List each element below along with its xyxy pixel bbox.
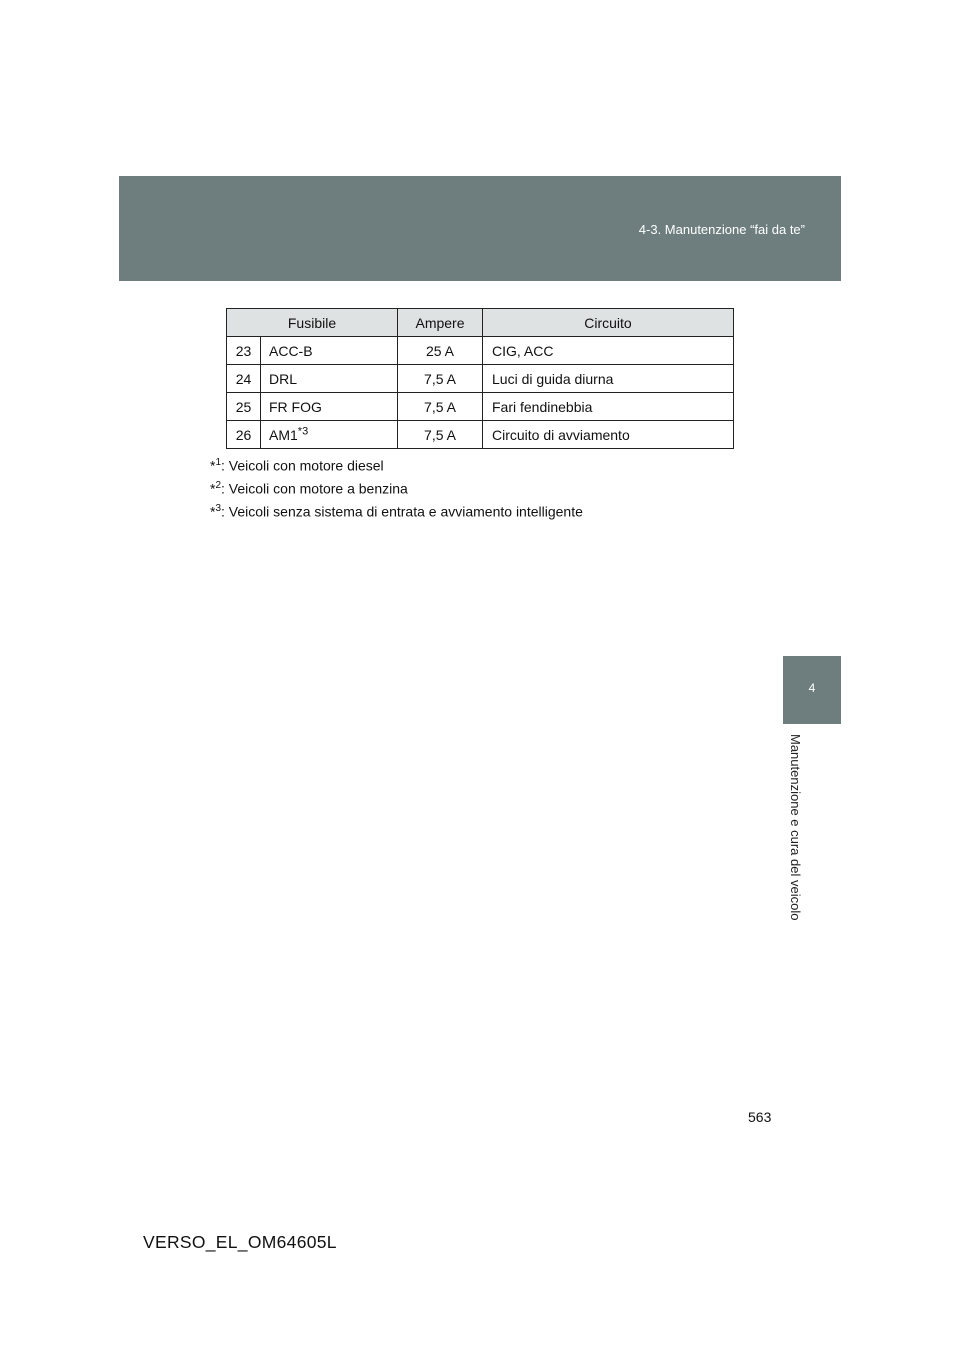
fuse-name xyxy=(261,421,398,449)
footnote-text: : Veicoli con motore a benzina xyxy=(221,480,408,497)
fuse-name xyxy=(261,393,398,421)
column-header-circuito: Circuito xyxy=(483,309,734,337)
column-header-fusibile: Fusibile xyxy=(227,309,398,337)
footnote-item xyxy=(210,453,583,476)
fuse-table xyxy=(226,308,734,449)
footnote-text: : Veicoli con motore diesel xyxy=(221,457,384,474)
header-band xyxy=(119,176,841,281)
fuse-ampere: 7,5 A xyxy=(398,421,483,449)
table-row xyxy=(227,337,734,365)
fuse-name-text: ACC-B xyxy=(269,342,313,359)
footnote-number: 3 xyxy=(215,503,222,515)
fuse-number: 24 xyxy=(227,365,261,393)
fuse-circuit: Circuito di avviamento xyxy=(483,421,734,449)
fuse-ampere: 25 A xyxy=(398,337,483,365)
fuse-number: 25 xyxy=(227,393,261,421)
footnote-number: 1 xyxy=(215,457,222,468)
chapter-tab xyxy=(783,656,841,724)
fuse-ampere: 7,5 A xyxy=(398,393,483,421)
table-row xyxy=(227,421,734,449)
fuse-name-text: DRL xyxy=(269,370,298,387)
fuse-circuit: Luci di guida diurna xyxy=(483,365,734,393)
fuse-ampere: 7,5 A xyxy=(398,365,483,393)
footnote-text: : Veicoli senza sistema di entrata e avviamento intelligente xyxy=(221,503,583,520)
table-header-row xyxy=(227,309,734,337)
fuse-name-text: FR FOG xyxy=(269,398,322,415)
footnote-item xyxy=(210,476,583,499)
table-row xyxy=(227,393,734,421)
fuse-name-text: AM1 xyxy=(269,426,298,443)
footnote-asterisk: * xyxy=(210,503,216,520)
chapter-title: Manutenzione e cura del veicolo xyxy=(788,734,803,921)
footnote-reference: *3 xyxy=(297,424,309,437)
fuse-name xyxy=(261,337,398,365)
fuse-number: 23 xyxy=(227,337,261,365)
fuse-circuit: Fari fendinebbia xyxy=(483,393,734,421)
section-title: 4-3. Manutenzione “fai da te” xyxy=(638,222,805,237)
fuse-circuit: CIG, ACC xyxy=(483,337,734,365)
column-header-ampere: Ampere xyxy=(398,309,483,337)
fuse-name xyxy=(261,365,398,393)
footnotes xyxy=(210,453,583,522)
footnote-asterisk: * xyxy=(210,457,216,474)
page-number: 563 xyxy=(748,1109,772,1125)
fuse-number: 26 xyxy=(227,421,261,449)
footnote-item xyxy=(210,499,583,522)
footnote-number: 2 xyxy=(215,480,222,492)
chapter-number: 4 xyxy=(808,681,816,695)
table-row xyxy=(227,365,734,393)
document-code: VERSO_EL_OM64605L xyxy=(143,1232,337,1252)
footnote-asterisk: * xyxy=(210,480,216,497)
